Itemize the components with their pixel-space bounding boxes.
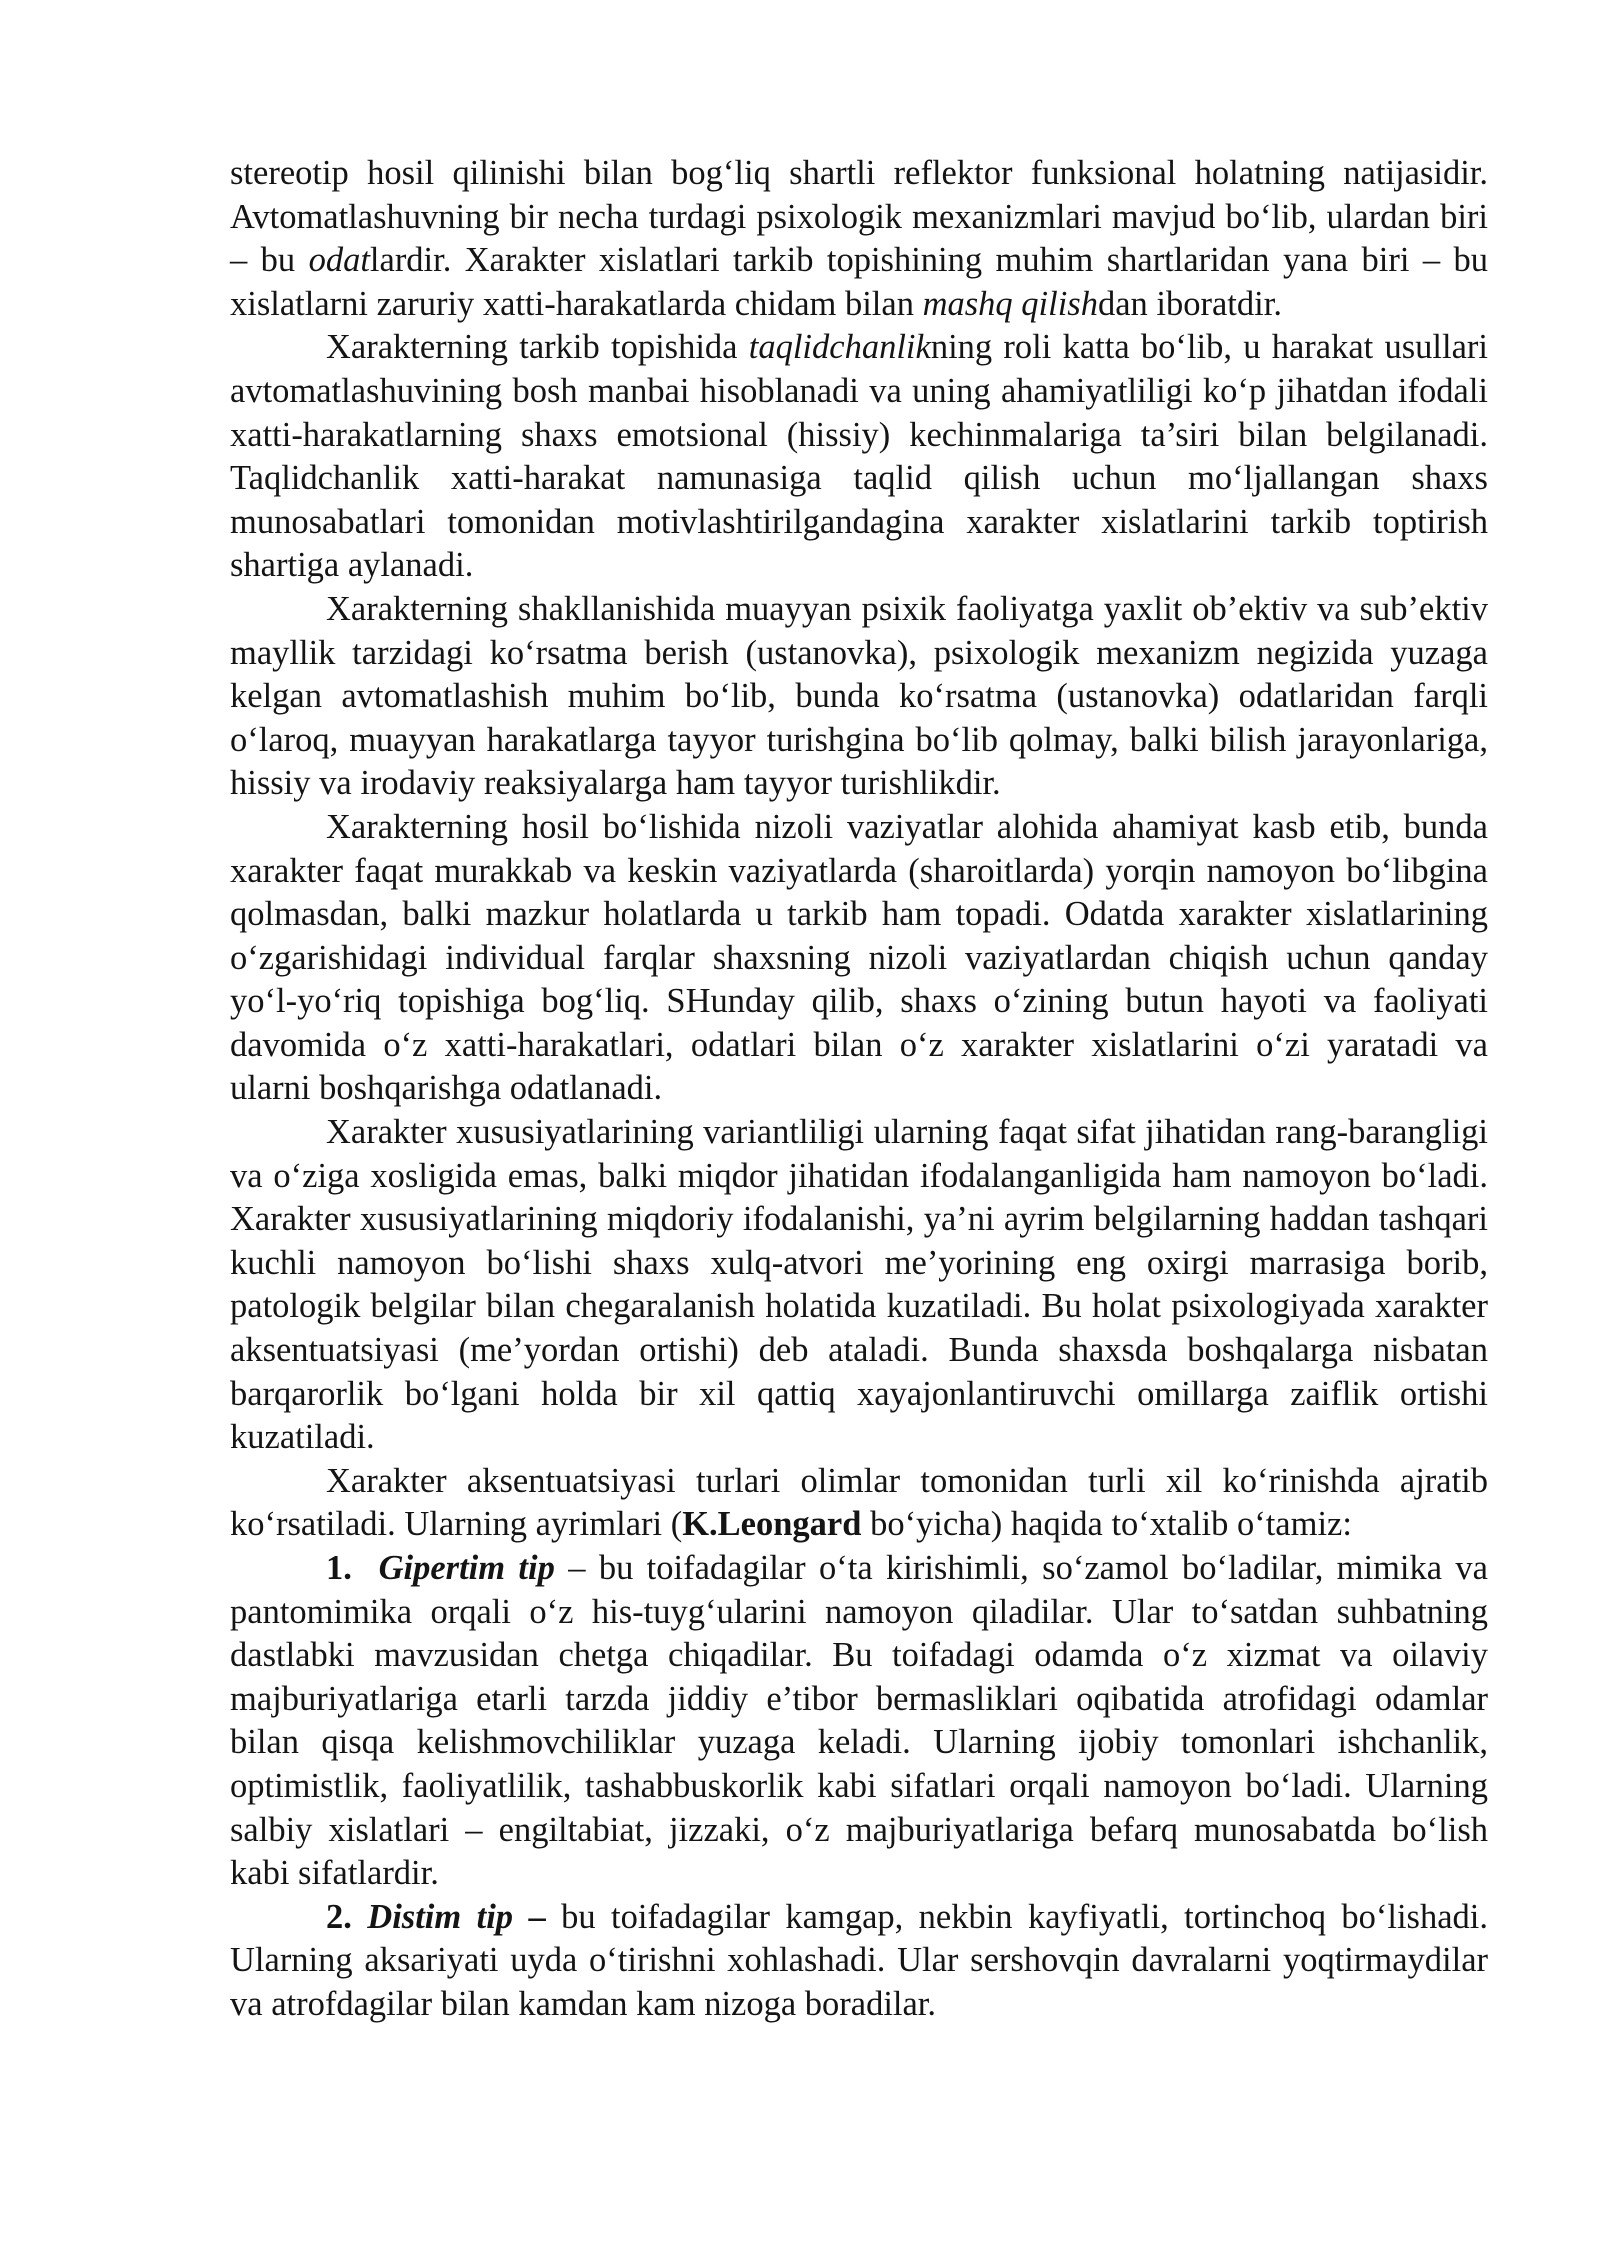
paragraph-6	[230, 1460, 1488, 1547]
text-run: lardir. Xarakter xislatlari tarkib topishining muhim shartlaridan yana biri – bu xislatlarni zaruriy xatti-harakatlarda chidam bilan	[230, 241, 1488, 323]
paragraph-2	[230, 326, 1488, 588]
document-page	[230, 152, 1488, 2027]
list-dash: –	[513, 1897, 562, 1936]
paragraph-7-list-item-1	[230, 1547, 1488, 1896]
list-item-term-distim: Distim tip	[367, 1897, 514, 1936]
text-run: ning roli katta bo‘lib, u harakat usullari avtomatlashuvining bosh manbai hisoblanadi va uning ahamiyatliligi ko‘p jihatdan ifodali xatti-harakatlarning shaxs emotsional (hissiy) kechinmalariga ta’siri bilan belgilanadi. Taqlidchanlik xatti-harakat namunasiga taqlid qilish uchun mo‘ljallangan shaxs munosabatlari tomonidan motivlashtirilgandagina xarakter xislatlarini tarkib toptirish shartiga aylanadi.	[230, 328, 1488, 585]
paragraph-1	[230, 152, 1488, 326]
paragraph-4	[230, 806, 1488, 1111]
italic-term-taqlidchanlik: taqlidchanlik	[748, 328, 931, 367]
text-run: stereotip hosil qilinishi bilan bog‘liq shartli reflektor funksional holatning natijasidir. Avtomatlashuvning bir necha turdagi psixologik mexanizmlari mavjud bo‘lib, ulardan biri – bu	[230, 154, 1488, 280]
text-run: Xarakter aksentuatsiyasi turlari olimlar tomonidan turli xil ko‘rinishda ajratib ko‘rsatiladi. Ularning ayrimlari (	[230, 1461, 1488, 1544]
text-run: – bu toifadagilar o‘ta kirishimli, so‘zamol bo‘ladilar, mimika va pantomimika orqali o‘z his-tuyg‘ularini namoyon qiladilar. Ular to‘satdan suhbatning dastlabki mavzusidan chetga chiqadilar. Bu toifadagi odamda o‘z xizmat va oilaviy majburiyatlariga etarli tarzda jiddiy e’tibor bermasliklari oqibatida atrofidagi odamlar bilan qisqa kelishmovchiliklar yuzaga keladi. Ularning ijobiy tomonlari ishchanlik, optimistlik, faoliyatlilik, tashabbuskorlik kabi sifatlari orqali namoyon bo‘ladi. Ularning salbiy xislatlari – engiltabiat, jizzaki, o‘z majburiyatlariga befarq munosabatda bo‘lish kabi sifatlardir.	[230, 1549, 1488, 1893]
text-run: bo‘yicha) haqida to‘xtalib o‘tamiz:	[861, 1505, 1352, 1544]
text-run: Xarakterning hosil bo‘lishida nizoli vaziyatlar alohida ahamiyat kasb etib, bunda xarakter faqat murakkab va keskin vaziyatlarda (sharoitlarda) yorqin namoyon bo‘libgina qolmasdan, balki mazkur holatlarda u tarkib ham topadi. Odatda xarakter xislatlarining o‘zgarishidagi individual farqlar shaxsning nizoli vaziyatlardan chiqish uchun qanday yo‘l-yo‘riq topishiga bog‘liq. SHunday qilib, shaxs o‘zining butun hayoti va faoliyati davomida o‘z xatti-harakatlari, odatlari bilan o‘z xarakter xislatlarini o‘zi yaratadi va ularni boshqarishga odatlanadi.	[230, 807, 1488, 1108]
paragraph-8-list-item-2	[230, 1896, 1488, 2027]
paragraph-3	[230, 588, 1488, 806]
italic-term-odat: odat	[308, 241, 370, 280]
list-item-term-gipertim: Gipertim tip	[378, 1549, 555, 1587]
italic-term-mashq-qilish: mashq qilish	[922, 284, 1098, 323]
text-run: Xarakterning shakllanishida muayyan psixik faoliyatga yaxlit ob’ektiv va sub’ektiv mayllik tarzidagi ko‘rsatma berish (ustanovka), psixologik mexanizm negizida yuzaga kelgan avtomatlashish muhim bo‘lib, bunda ko‘rsatma (ustanovka) odatlaridan farqli o‘laroq, muayyan harakatlarga tayyor turishgina bo‘lib qolmay, balki bilish jarayonlariga, hissiy va irodaviy reaksiyalarga ham tayyor turishlikdir.	[230, 589, 1488, 803]
list-number: 1.	[326, 1549, 379, 1587]
bold-author-name: K.Leongard	[682, 1505, 862, 1544]
paragraph-5	[230, 1111, 1488, 1460]
text-run: Xarakter xususiyatlarining variantliligi ularning faqat sifat jihatidan rang-barangligi va o‘ziga xosligida emas, balki miqdor jihatidan ifodalanganligida ham namoyon bo‘ladi. Xarakter xususiyatlarining miqdoriy ifodalanishi, ya’ni ayrim belgilarning haddan tashqari kuchli namoyon bo‘lishi shaxs xulq-atvori me’yorining eng oxirgi marrasiga borib, patologik belgilar bilan chegaralanish holatida kuzatiladi. Bu holat psixologiyada xarakter aksentuatsiyasi (me’yordan ortishi) deb ataladi. Bunda shaxsda boshqalarga nisbatan barqarorlik bo‘lgani holda bir xil qattiq xayajonlantiruvchi omillarga zaiflik ortishi kuzatiladi.	[230, 1113, 1488, 1457]
text-run: bu toifadagilar kamgap, nekbin kayfiyatli, tortinchoq bo‘lishadi. Ularning aksariyati uyda o‘tirishni xohlashadi. Ular sershovqin davralarni yoqtirmaydilar va atrofdagilar bilan kamdan kam nizoga boradilar.	[230, 1897, 1489, 2023]
list-number: 2.	[326, 1897, 368, 1936]
text-run: Xarakterning tarkib topishida	[326, 328, 749, 367]
text-run: dan iboratdir.	[1097, 284, 1282, 323]
